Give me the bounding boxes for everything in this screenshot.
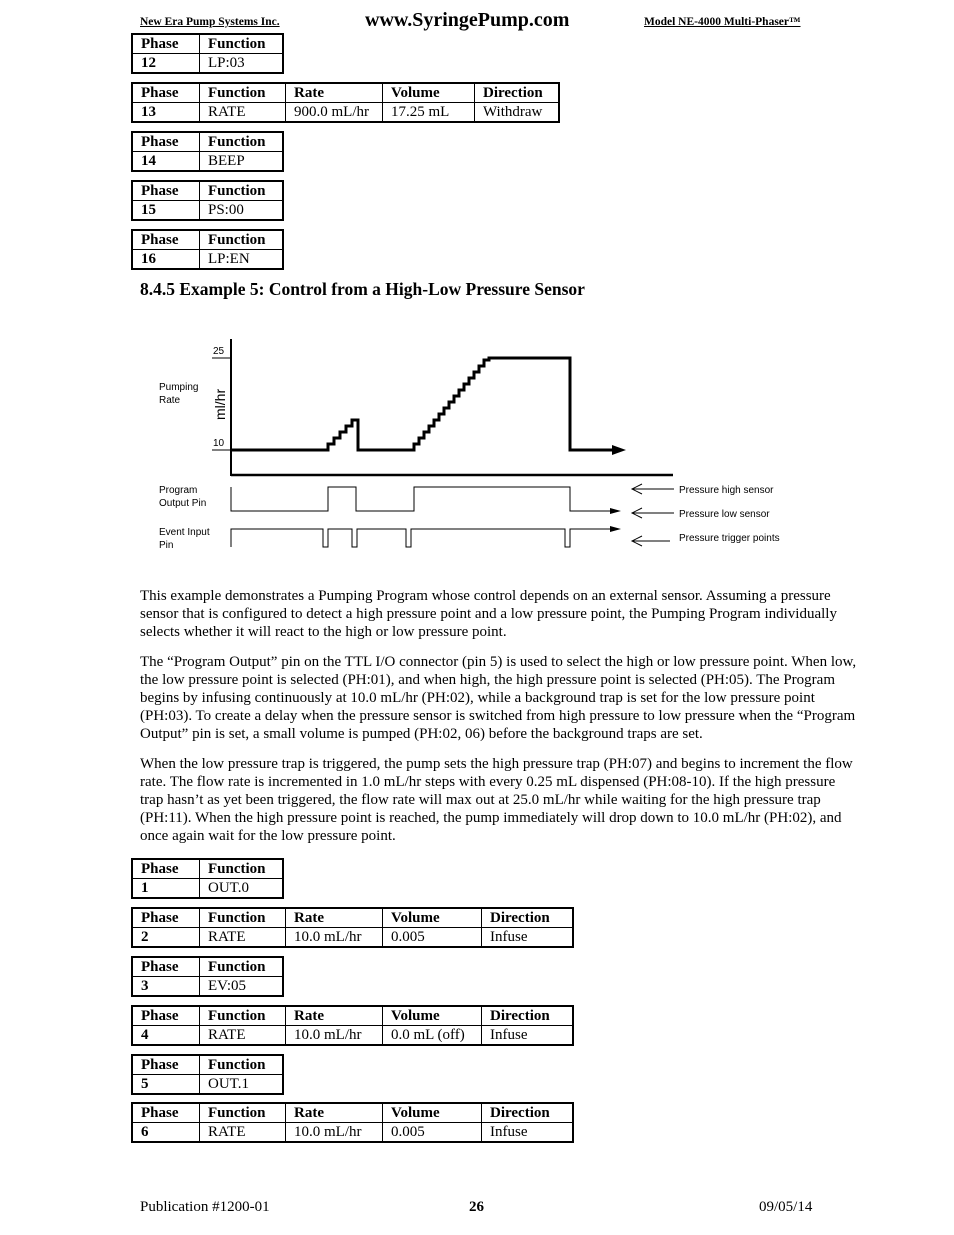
table-cell: Infuse (482, 1123, 574, 1143)
table-cell: 4 (132, 1026, 200, 1046)
table-header: Function (200, 181, 284, 201)
table-header: Volume (383, 908, 482, 928)
table-cell: 10.0 mL/hr (286, 928, 383, 948)
table-header: Function (200, 230, 284, 250)
table-header: Phase (132, 132, 200, 152)
event-input-label-line1: Event Input (159, 527, 210, 538)
phase-table-14 (131, 131, 284, 172)
table-cell: PS:00 (200, 201, 284, 221)
left-arrow-icon (632, 536, 670, 546)
event-input-label-line2: Pin (159, 540, 174, 551)
table-header: Volume (383, 1006, 482, 1026)
table-cell: Withdraw (475, 103, 560, 123)
table-header: Function (200, 1103, 286, 1123)
table-cell: OUT.1 (200, 1075, 284, 1095)
table-header: Phase (132, 83, 200, 103)
table-cell: 10.0 mL/hr (286, 1123, 383, 1143)
table-header: Function (200, 83, 286, 103)
table-header: Phase (132, 181, 200, 201)
section-title: 8.4.5 Example 5: Control from a High-Low Pressure Sensor (140, 279, 585, 299)
pumping-rate-label-line1: Pumping (159, 382, 199, 393)
event-input-trace (231, 529, 610, 547)
table-header: Rate (286, 83, 383, 103)
left-arrow-icon (632, 484, 674, 494)
paragraph: The “Program Output” pin on the TTL I/O connector (pin 5) is used to select the high or low pressure point. When low, the low pressure point is selected (PH:01), and when high, the high pressure point is selected (PH:05). The Program begins by infusing continuously at 10.0 mL/hr (PH:02), while a background trap is set for the low pressure point (PH:03). To create a delay when the pressure sensor is switched from high pressure to low pressure when the “Program Output” pin is set, a small volume is pumped (PH:02, 06) before the background traps are set. (140, 654, 857, 742)
table-cell: Infuse (482, 928, 574, 948)
table-header: Rate (286, 1006, 383, 1026)
publication-date: 09/05/14 (759, 1199, 813, 1215)
page-number: 26 (469, 1199, 484, 1215)
table-cell: 3 (132, 977, 200, 997)
phase-table-5 (131, 1054, 284, 1095)
event-arrow-head (610, 526, 621, 532)
annotation-trigger: Pressure trigger points (679, 533, 780, 544)
table-cell: 10.0 mL/hr (286, 1026, 383, 1046)
publication-number: Publication #1200-01 (140, 1199, 270, 1215)
table-header: Phase (132, 1055, 200, 1075)
table-header: Phase (132, 1006, 200, 1026)
table-header: Direction (475, 83, 560, 103)
table-cell: 13 (132, 103, 200, 123)
phase-table-1 (131, 858, 284, 899)
table-cell: RATE (200, 103, 286, 123)
model-name: Model NE-4000 Multi-Phaser™ (644, 16, 801, 28)
phase-table-13 (131, 82, 560, 123)
pumping-rate-label-line2: Rate (159, 395, 181, 406)
table-header: Phase (132, 1103, 200, 1123)
table-header: Volume (383, 83, 475, 103)
rate-arrow-head (612, 445, 626, 455)
table-cell: 0.0 mL (off) (383, 1026, 482, 1046)
table-cell: OUT.0 (200, 879, 284, 899)
y-bottom-label: 10 (213, 438, 225, 449)
paragraph: This example demonstrates a Pumping Program whose control depends on an external sensor. Assuming a pressure sensor that is configured to detect a high pressure point and a low pressure point, the Pumping Program individually selects whether it will react to the high or low pressure point. (140, 588, 837, 640)
table-header: Function (200, 859, 284, 879)
table-cell: RATE (200, 928, 286, 948)
table-cell: LP:03 (200, 54, 284, 74)
table-cell: 900.0 mL/hr (286, 103, 383, 123)
table-header: Function (200, 34, 284, 54)
phase-table-12 (131, 33, 284, 74)
phase-table-4 (131, 1005, 574, 1046)
table-header: Function (200, 1055, 284, 1075)
table-cell: 16 (132, 250, 200, 270)
annotation-low: Pressure low sensor (679, 509, 770, 520)
table-cell: RATE (200, 1026, 286, 1046)
table-header: Volume (383, 1103, 482, 1123)
table-header: Phase (132, 34, 200, 54)
table-cell: Infuse (482, 1026, 574, 1046)
table-cell: 15 (132, 201, 200, 221)
table-header: Function (200, 957, 284, 977)
program-output-label-line1: Program (159, 485, 198, 496)
table-cell: BEEP (200, 152, 284, 172)
table-cell: LP:EN (200, 250, 284, 270)
phase-table-3 (131, 956, 284, 997)
table-cell: RATE (200, 1123, 286, 1143)
phase-table-15 (131, 180, 284, 221)
left-arrow-icon (632, 508, 674, 518)
table-cell: 6 (132, 1123, 200, 1143)
output-arrow-head (610, 508, 621, 514)
table-cell: 12 (132, 54, 200, 74)
table-header: Function (200, 908, 286, 928)
phase-table-16 (131, 229, 284, 270)
table-cell: 0.005 (383, 928, 482, 948)
phase-table-6 (131, 1102, 574, 1143)
company-name: New Era Pump Systems Inc. (140, 16, 280, 28)
table-header: Rate (286, 1103, 383, 1123)
pumping-rate-trace (231, 358, 612, 450)
table-header: Direction (482, 1103, 574, 1123)
table-cell: 2 (132, 928, 200, 948)
table-cell: EV:05 (200, 977, 284, 997)
table-header: Direction (482, 908, 574, 928)
annotation-high: Pressure high sensor (679, 485, 774, 496)
table-cell: 14 (132, 152, 200, 172)
pressure-control-diagram (150, 330, 780, 560)
table-cell: 5 (132, 1075, 200, 1095)
table-header: Phase (132, 859, 200, 879)
program-output-label-line2: Output Pin (159, 498, 207, 509)
table-cell: 17.25 mL (383, 103, 475, 123)
table-cell: 1 (132, 879, 200, 899)
table-cell: 0.005 (383, 1123, 482, 1143)
table-header: Phase (132, 230, 200, 250)
table-header: Direction (482, 1006, 574, 1026)
y-top-label: 25 (213, 346, 225, 357)
table-header: Rate (286, 908, 383, 928)
table-header: Function (200, 1006, 286, 1026)
table-header: Phase (132, 908, 200, 928)
phase-table-2 (131, 907, 574, 948)
table-header: Phase (132, 957, 200, 977)
paragraph: When the low pressure trap is triggered, the pump sets the high pressure trap (PH:07) and begins to increment the flow rate. The flow rate is incremented in 1.0 mL/hr steps with every 0.25 mL dispensed (PH:08-10). If the high pressure trap hasn’t as yet been triggered, the flow rate will max out at 25.0 mL/hr while waiting for the high pressure trap (PH:11). When the high pressure point is reached, the pump immediately will drop down to 10.0 mL/hr (PH:02), and once again wait for the low pressure point. (140, 756, 853, 844)
y-unit-label: ml/hr (212, 388, 228, 420)
website-title[interactable]: www.SyringePump.com (365, 9, 570, 31)
table-header: Function (200, 132, 284, 152)
program-output-trace (231, 487, 610, 511)
